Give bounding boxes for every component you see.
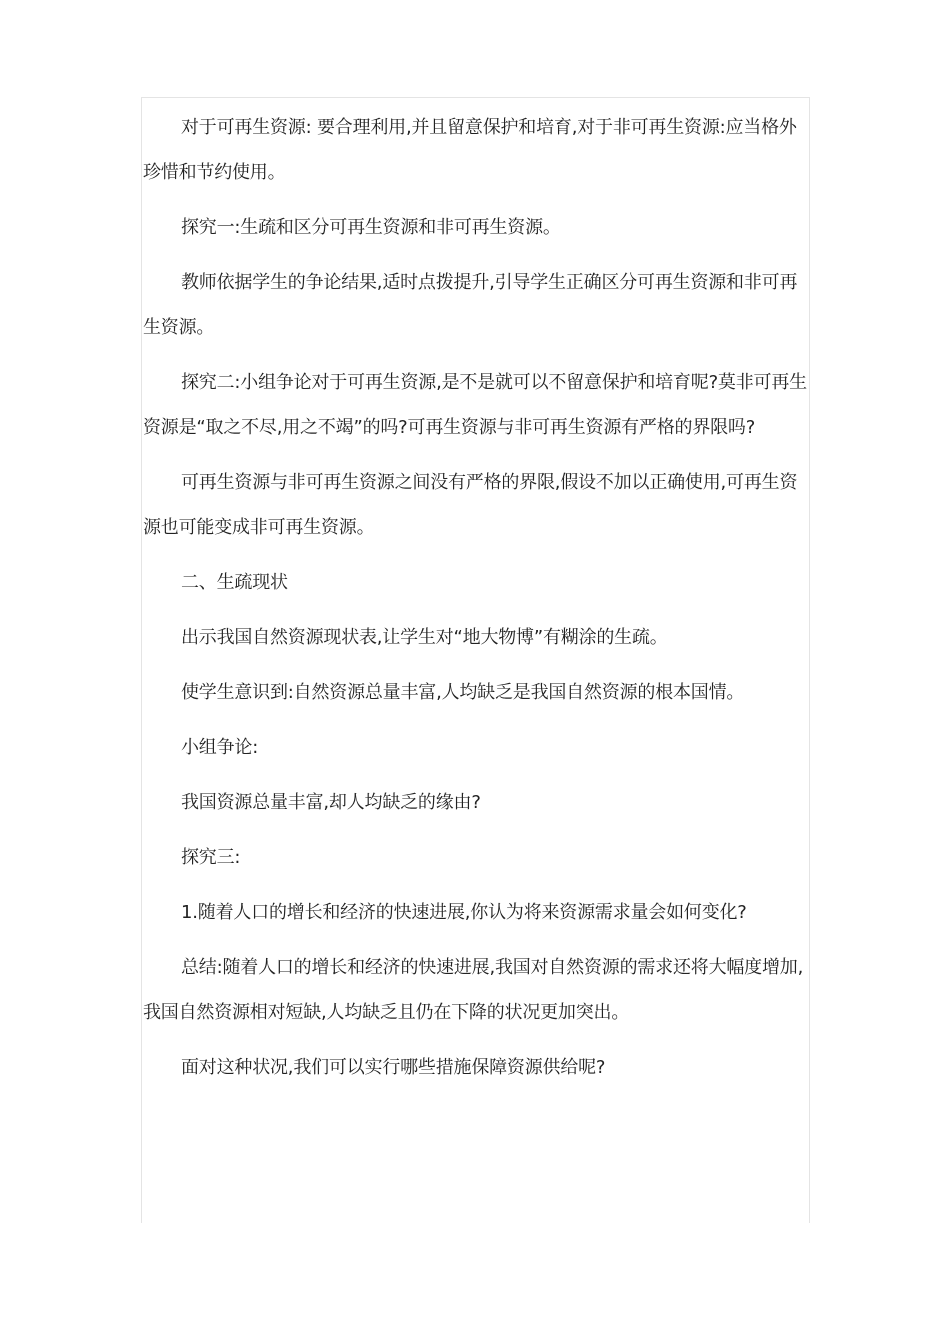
paragraph-discussion-question: 我国资源总量丰富,却人均缺乏的缘由?: [181, 792, 481, 813]
paragraph-no-strict-boundary: 可再生资源与非可再生资源之间没有严格的界限,假设不加以正确使用,可再生资源也可能变成非可再生资源。: [143, 472, 798, 538]
paragraph-group-discussion-label: 小组争论:: [181, 737, 259, 758]
section-heading-current-status: 二、生疏现状: [181, 572, 288, 593]
paragraph-question-one: 1.随着人口的增长和经济的快速进展,你认为将来资源需求量会如何变化?: [181, 902, 747, 923]
paragraph-summary: 总结:随着人口的增长和经济的快速进展,我国对自然资源的需求还将大幅度增加,我国自然资源相对短缺,人均缺乏且仍在下降的状况更加突出。: [143, 957, 804, 1023]
document-body: [143, 105, 809, 1100]
paragraph-national-situation: 使学生意识到:自然资源总量丰富,人均缺乏是我国自然资源的根本国情。: [181, 682, 745, 703]
paragraph-inquiry-three-label: 探究三:: [181, 847, 241, 868]
paragraph-show-status-table: 出示我国自然资源现状表,让学生对“地大物博”有糊涂的生疏。: [181, 627, 668, 648]
paragraph-inquiry-one: 探究一:生疏和区分可再生资源和非可再生资源。: [181, 217, 561, 238]
paragraph-teacher-guidance: 教师依据学生的争论结果,适时点拨提升,引导学生正确区分可再生资源和非可再生资源。: [143, 272, 798, 338]
paragraph-measures-question: 面对这种状况,我们可以实行哪些措施保障资源供给呢?: [181, 1057, 606, 1078]
paragraph-inquiry-two: 探究二:小组争论对于可再生资源,是不是就可以不留意保护和培育呢?莫非可再生资源是“取之不尽,用之不竭”的吗?可再生资源与非可再生资源有严格的界限吗?: [143, 372, 807, 438]
paragraph-resource-principle: 对于可再生资源: 要合理利用,并且留意保护和培育,对于非可再生资源:应当格外珍惜和节约使用。: [143, 117, 797, 183]
